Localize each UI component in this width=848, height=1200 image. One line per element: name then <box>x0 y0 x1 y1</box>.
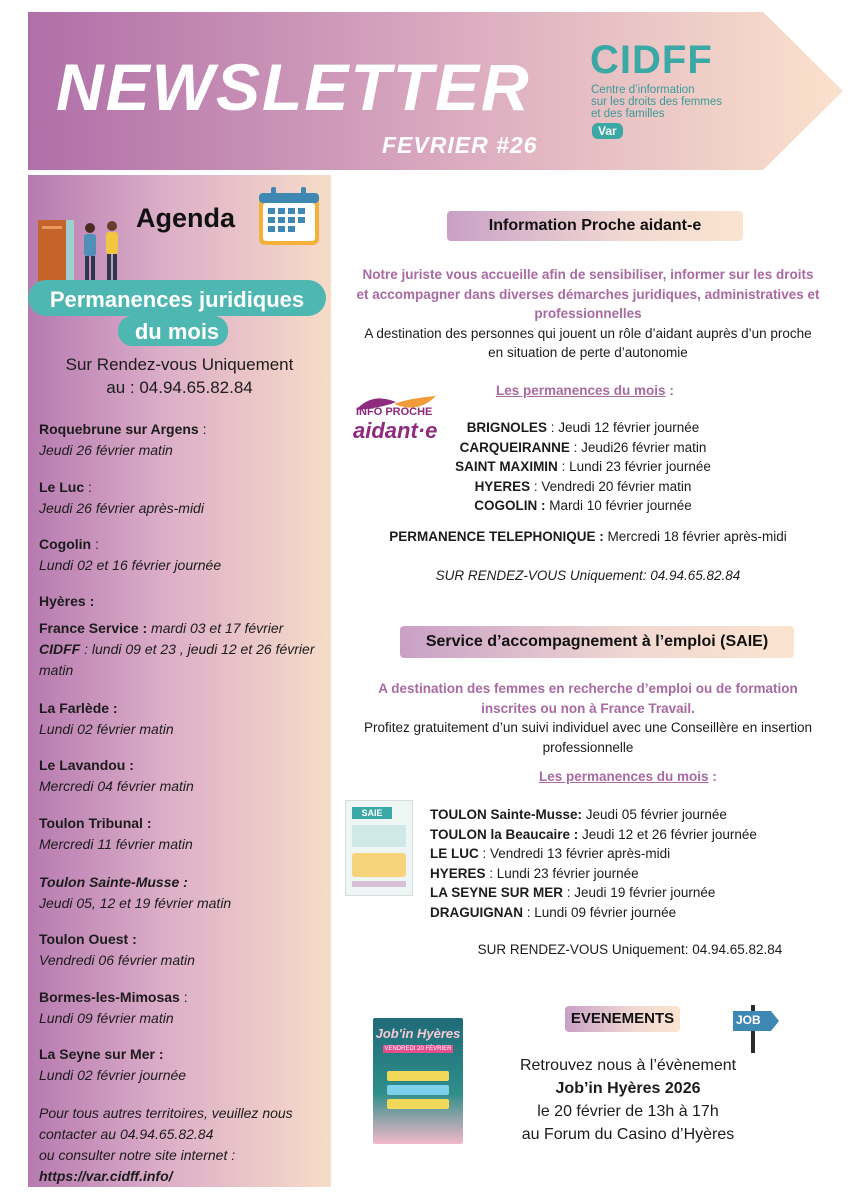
aidant-destination-line: en situation de perte d’autonomie <box>488 345 688 360</box>
aidant-intro-line: Notre juriste vous accueille afin de sensibiliser, informer sur les droits <box>362 267 814 282</box>
agenda-footer <box>39 1103 329 1187</box>
aidant-intro-line: professionnelles <box>534 306 642 321</box>
place-name: LE LUC <box>430 846 479 861</box>
location-detail: Lundi 09 février matin <box>39 1010 174 1026</box>
phone-permanence-detail: Mercredi 18 février après-midi <box>603 529 787 544</box>
saie-intro-line: A destination des femmes en recherche d’emploi ou de formation <box>378 681 798 696</box>
place-name: HYERES <box>430 865 486 881</box>
footer-line: ou consulter notre site internet : <box>39 1147 236 1163</box>
location-item <box>39 1044 329 1086</box>
saie-flyer-image <box>345 800 413 896</box>
saie-permanences-heading <box>539 767 717 787</box>
calendar-icon <box>255 183 325 249</box>
saie-body-line: professionnelle <box>542 739 634 755</box>
logo-line: Centre d’information <box>591 84 695 96</box>
location-name: Le Luc <box>39 479 85 495</box>
saie-intro-line: inscrites ou non à France Travail. <box>481 700 695 716</box>
list-item <box>418 477 748 497</box>
location-item <box>39 477 329 519</box>
list-item <box>430 805 830 825</box>
list-item <box>430 883 830 903</box>
saie-permanences-heading-text: Les permanences du mois <box>539 769 709 784</box>
location-sep: : <box>84 479 92 495</box>
place-detail: : Lundi 09 février journée <box>523 904 677 920</box>
location-detail: Jeudi 26 février matin <box>39 442 173 458</box>
location-item <box>39 698 329 740</box>
agenda-title: Agenda <box>136 203 236 233</box>
location-name: Cogolin <box>39 536 92 552</box>
place-detail: : Jeudi26 février matin <box>569 439 707 455</box>
place-name: DRAGUIGNAN <box>430 904 523 920</box>
aidant-rdv: SUR RENDEZ-VOUS Uniquement: 04.94.65.82.84 <box>435 568 741 583</box>
location-item <box>39 813 329 855</box>
poster-title: Job'in Hyères <box>375 1026 461 1041</box>
place-detail: : Vendredi 20 février matin <box>530 478 692 494</box>
list-item <box>418 418 748 438</box>
permanences-title-line1: Permanences juridiques <box>49 287 305 312</box>
aidant-permanences-heading-text: Les permanences du mois <box>496 383 666 398</box>
france-service-label: France Service : <box>39 620 148 636</box>
permanences-title <box>28 284 326 348</box>
people-illustration-icon <box>36 214 128 290</box>
location-name: Toulon Sainte-Musse : <box>39 874 188 890</box>
location-sep: : <box>198 421 207 437</box>
aidant-destination-line: A destination des personnes qui jouent un rôle d’aidant auprès d’un proche <box>364 325 812 341</box>
place-name: BRIGNOLES <box>466 420 547 435</box>
heading-colon: : <box>708 769 717 784</box>
list-item <box>430 903 830 923</box>
cidff-logo: CIDFF <box>590 38 713 82</box>
place-detail: : Lundi 23 février journée <box>485 865 639 881</box>
aidant-phone-permanence <box>338 527 838 547</box>
list-item <box>430 844 830 864</box>
phone-permanence-label: PERMANENCE TELEPHONIQUE : <box>389 529 604 544</box>
location-name: Le Lavandou : <box>39 757 134 773</box>
location-item-hyeres <box>39 591 329 612</box>
list-item <box>430 864 830 884</box>
place-name: SAINT MAXIMIN <box>455 459 558 474</box>
website-link[interactable]: https://var.cidff.info/ <box>39 1168 173 1184</box>
location-name: Toulon Ouest : <box>39 931 137 947</box>
place-name: TOULON Sainte-Musse: <box>430 807 583 822</box>
logo-line: et des familles <box>591 108 665 120</box>
location-item <box>39 534 329 576</box>
location-detail: Lundi 02 et 16 février journée <box>39 557 222 573</box>
place-name: CARQUEIRANNE <box>459 439 570 455</box>
job-sign-text: JOB <box>736 1013 761 1027</box>
event-poster-image <box>373 1018 463 1144</box>
saie-rdv: SUR RENDEZ-VOUS Uniquement: 04.94.65.82.84 <box>477 942 783 957</box>
location-sep: : <box>91 536 99 552</box>
location-detail: Vendredi 06 février matin <box>39 952 195 968</box>
aidant-intro-line: et accompagner dans diverses démarches juridiques, administratives et <box>356 286 820 302</box>
location-item <box>39 987 329 1029</box>
aidant-permanences-heading <box>496 381 674 401</box>
location-item <box>39 755 329 797</box>
saie-permanences-list <box>430 805 830 922</box>
place-detail: : Jeudi 12 février journée <box>546 420 700 435</box>
place-name: TOULON la Beaucaire : <box>430 826 579 842</box>
newsletter-title: NEWSLETTER <box>56 50 531 124</box>
event-name: Job’in Hyères 2026 <box>555 1080 701 1097</box>
cidff-label: CIDFF <box>39 641 81 657</box>
footer-line: Pour tous autres territoires, veuillez nous <box>39 1105 293 1121</box>
place-detail: Jeudi 05 février journée <box>582 807 727 822</box>
location-name: La Farlède : <box>39 700 118 716</box>
location-detail: Lundi 02 février journée <box>39 1067 187 1083</box>
cidff-detail: : lundi 09 et 23 , jeudi 12 et 26 février matin <box>39 641 315 678</box>
location-name: La Seyne sur Mer : <box>39 1046 164 1062</box>
place-detail: : Vendredi 13 février après-midi <box>478 846 671 861</box>
poster-date: VENDREDI 20 FÉVRIER <box>384 1046 452 1052</box>
saie-flyer-label: SAIE <box>352 807 392 819</box>
aidant-permanences-list <box>418 418 748 516</box>
list-item <box>430 825 830 845</box>
newsletter-issue: FEVRIER #26 <box>382 132 538 158</box>
place-name: COGOLIN : <box>474 498 546 513</box>
saie-intro <box>338 679 838 757</box>
list-item <box>418 496 748 516</box>
appointment-line1: Sur Rendez-vous Uniquement <box>65 355 294 374</box>
list-item <box>418 457 748 477</box>
place-name: LA SEYNE SUR MER <box>430 885 564 900</box>
info-proche-logo-top-text: INFO PROCHE <box>356 406 433 418</box>
location-name: Hyères : <box>39 593 95 609</box>
location-item <box>39 872 329 914</box>
event-line: Retrouvez nous à l’évènement <box>519 1057 737 1074</box>
permanences-title-line2: du mois <box>134 319 220 344</box>
location-item <box>39 419 329 461</box>
place-name: HYERES <box>474 478 531 494</box>
info-proche-logo-bottom: aidant·e <box>353 418 438 443</box>
location-hyeres-details <box>39 618 329 681</box>
cidff-region-badge: Var <box>592 123 623 139</box>
saie-body-line: Profitez gratuitement d’un suivi individuel avec une Conseillère en insertion <box>364 720 812 735</box>
aidant-section-pill: Information Proche aidant-e <box>447 211 743 241</box>
event-location: au Forum du Casino d’Hyères <box>521 1126 735 1143</box>
location-sep: : <box>179 989 188 1005</box>
event-description <box>470 1054 786 1146</box>
location-name: Toulon Tribunal : <box>39 815 152 831</box>
location-detail: Jeudi 05, 12 et 19 février matin <box>39 895 232 911</box>
saie-section-pill: Service d’accompagnement à l’emploi (SAIE) <box>400 626 794 658</box>
location-detail: Jeudi 26 février après-midi <box>39 500 204 516</box>
appointment-phone: au : 04.94.65.82.84 <box>106 378 253 397</box>
france-service-detail: mardi 03 et 17 février <box>147 620 284 636</box>
place-detail: Mardi 10 février journée <box>545 498 692 513</box>
events-section-pill: EVENEMENTS <box>565 1006 680 1032</box>
location-name: Roquebrune sur Argens <box>39 421 199 437</box>
location-detail: Lundi 02 février matin <box>39 721 174 737</box>
place-detail: Jeudi 12 et 26 février journée <box>578 826 757 842</box>
place-detail: : Jeudi 19 février journée <box>563 885 716 900</box>
event-date: le 20 février de 13h à 17h <box>537 1103 719 1120</box>
logo-line: sur les droits des femmes <box>591 96 723 108</box>
cidff-logo-subtitle <box>591 84 741 120</box>
job-sign-icon <box>731 1003 781 1053</box>
location-detail: Mercredi 11 février matin <box>39 836 193 852</box>
appointment-info <box>28 353 331 399</box>
heading-colon: : <box>665 383 674 398</box>
footer-line: contacter au 04.94.65.82.84 <box>39 1126 214 1142</box>
location-name: Bormes-les-Mimosas <box>39 989 180 1005</box>
list-item <box>418 438 748 458</box>
place-detail: : Lundi 23 février journée <box>557 459 711 474</box>
location-item <box>39 929 329 971</box>
info-proche-logo-top <box>356 406 432 418</box>
location-detail: Mercredi 04 février matin <box>39 778 194 794</box>
aidant-intro <box>338 265 838 363</box>
